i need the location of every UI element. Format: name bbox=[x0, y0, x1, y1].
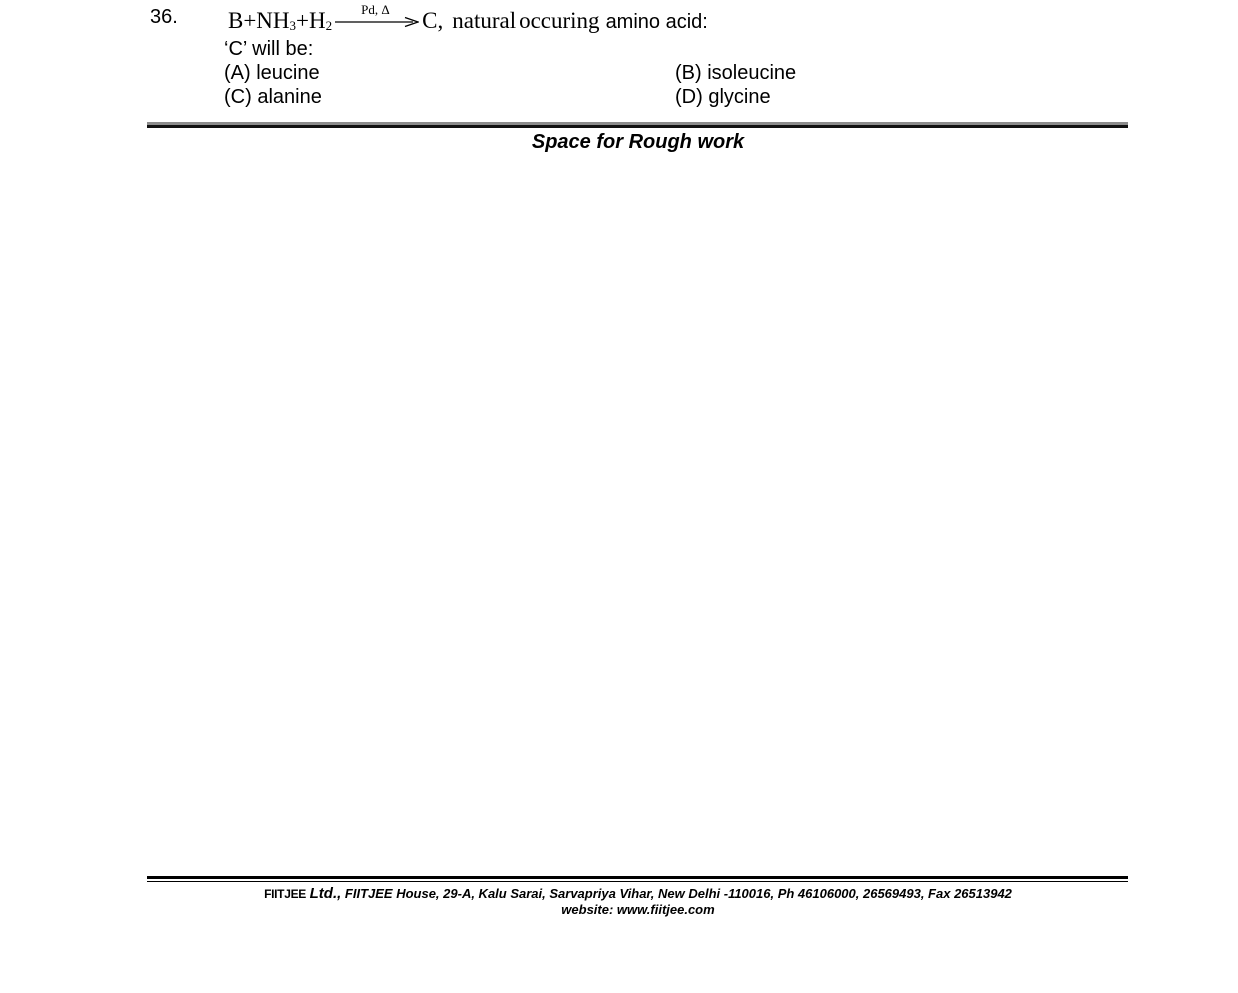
arrow-right-icon bbox=[335, 16, 419, 28]
footer bbox=[0, 886, 1238, 918]
word-natural: natural bbox=[452, 8, 517, 33]
footer-website: website: www.fiitjee.com bbox=[561, 902, 715, 917]
subscript-2: 2 bbox=[325, 18, 333, 33]
reaction-arrow bbox=[335, 2, 419, 34]
arrow-condition-label: Pd, Δ bbox=[361, 2, 390, 17]
footer-divider-thin bbox=[147, 881, 1128, 882]
rough-work-heading: Space for Rough work bbox=[531, 131, 745, 153]
reaction-equation bbox=[228, 2, 708, 34]
footer-address: FIITJEE House, 29-A, Kalu Sarai, Sarvapriya Vihar, New Delhi -110016, Ph 46106000, 26569493, Fax 26513942 bbox=[344, 886, 1012, 901]
option-b: (B) isoleucine bbox=[675, 62, 797, 84]
word-occuring: occuring bbox=[519, 8, 600, 33]
footer-ltd: Ltd., bbox=[309, 885, 342, 902]
product-c: C, bbox=[422, 8, 444, 33]
word-amino-acid: amino acid: bbox=[605, 11, 708, 33]
reactant-b-nh: B+NH bbox=[228, 8, 290, 33]
reactant-h: +H bbox=[296, 8, 326, 33]
footer-brand: FIITJEE bbox=[264, 887, 306, 901]
question-prompt: ‘C’ will be: bbox=[224, 38, 314, 60]
question-number: 36. bbox=[150, 6, 178, 28]
subscript-3: 3 bbox=[289, 18, 297, 33]
footer-divider bbox=[147, 876, 1128, 879]
option-a: (A) leucine bbox=[224, 62, 320, 84]
option-c: (C) alanine bbox=[224, 86, 322, 108]
footer-address-line bbox=[0, 886, 1238, 902]
option-d: (D) glycine bbox=[675, 86, 771, 108]
section-divider-shadow bbox=[147, 125, 1128, 128]
